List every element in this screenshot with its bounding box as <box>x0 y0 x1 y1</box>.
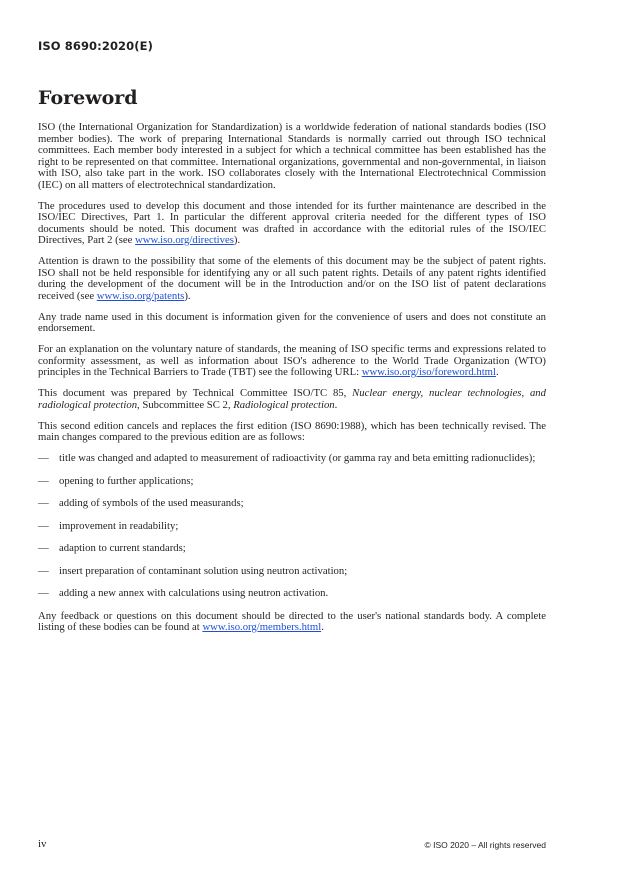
committee-title: Nuclear energy, nuclear technologies, and radiological protection <box>38 387 546 411</box>
list-item-text: opening to further applications; <box>59 474 194 487</box>
list-item <box>38 543 546 555</box>
link-directives[interactable]: www.iso.org/directives <box>135 234 234 246</box>
list-item-text: adaption to current standards; <box>59 542 186 554</box>
paragraph-voluntary-nature <box>38 344 546 379</box>
link-members[interactable]: www.iso.org/members.html <box>202 621 322 633</box>
paragraph-text: ). <box>184 289 191 302</box>
paragraph-text: . <box>334 398 338 411</box>
paragraph-text: This document was prepared by Technical Committee ISO/TC 85, <box>38 387 353 399</box>
subcommittee-title: Radiological protection <box>233 398 335 411</box>
list-item <box>38 521 546 533</box>
paragraph-patents <box>38 256 546 302</box>
dash-bullet: — <box>38 587 49 599</box>
list-item-text: title was changed and adapted to measurement of radioactivity (or gamma ray and beta emitting radionuclides); <box>59 452 536 464</box>
dash-bullet: — <box>38 564 49 577</box>
paragraph-text: , Subcommittee SC 2, <box>137 398 234 411</box>
changes-list <box>38 453 546 600</box>
list-item <box>38 453 546 465</box>
paragraph-edition: This second edition cancels and replaces the first edition (ISO 8690:1988), which has been technically revised. The main changes compared to the previous edition are as follows: <box>38 419 546 443</box>
foreword-body <box>38 122 546 643</box>
paragraph-procedures <box>38 201 546 247</box>
list-item <box>38 566 546 578</box>
copyright-notice: © ISO 2020 – All rights reserved <box>424 840 546 850</box>
list-item <box>38 588 546 600</box>
paragraph-text: For an explanation on the voluntary nature of standards, the meaning of ISO specific terms and expressions related to conformity assessment, as well as information about ISO's adherence to the World Trade Organization (WTO) principles in the Technical Barriers to Trade (TBT) see the following URL: <box>38 343 546 378</box>
paragraph-committee <box>38 388 546 411</box>
list-item-text: adding a new annex with calculations using neutron activation. <box>59 587 329 599</box>
paragraph-feedback <box>38 611 546 634</box>
paragraph-iso-intro: ISO (the International Organization for Standardization) is a worldwide federation of national standards bodies (ISO member bodies). The work of preparing International Standards is normally carried out through ISO technical committees. Each member body interested in a subject for which a technical committee has been established has the right to be represented on that committee. International organizations, governmental and non-governmental, in liaison with ISO, also take part in the work. ISO collaborates closely with the International Electrotechnical Commission (IEC) on all matters of electrotechnical standardization. <box>38 121 546 191</box>
dash-bullet: — <box>38 542 49 554</box>
list-item-text: improvement in readability; <box>59 519 179 532</box>
dash-bullet: — <box>38 519 49 532</box>
paragraph-text: ). <box>233 234 241 246</box>
paragraph-text: . <box>321 621 324 633</box>
list-item-text: insert preparation of contaminant solution using neutron activation; <box>59 564 348 577</box>
paragraph-text: The procedures used to develop this document and those intended for its further maintenance are described in the ISO/IEC Directives, Part 1. In particular the different approval criteria needed for the different types of ISO documents should be noted. This document was drafted in accordance with the editorial rules of the ISO/IEC Directives, Part 2 (see <box>38 199 546 246</box>
paragraph-trade-name: Any trade name used in this document is information given for the convenience of users and does not constitute an endorsement. <box>38 310 546 334</box>
list-item <box>38 476 546 488</box>
page-number: iv <box>38 838 47 850</box>
dash-bullet: — <box>38 452 49 464</box>
document-identifier: ISO 8690:2020(E) <box>38 39 153 53</box>
dash-bullet: — <box>38 474 49 487</box>
list-item <box>38 498 546 510</box>
section-heading: Foreword <box>38 87 138 109</box>
list-item-text: adding of symbols of the used measurands; <box>59 497 244 509</box>
paragraph-text: Any feedback or questions on this document should be directed to the user's national standards body. A complete listing of these bodies can be found at <box>38 609 546 633</box>
paragraph-text: Attention is drawn to the possibility that some of the elements of this document may be the subject of patent rights. ISO shall not be held responsible for identifying any or all such patent rights. Details of any patent rights identified during the development of the document will be in the Introduction and/or on the ISO list of patent declarations received (see <box>38 255 546 302</box>
dash-bullet: — <box>38 497 49 509</box>
paragraph-text: . <box>495 366 499 378</box>
link-patents[interactable]: www.iso.org/patents <box>96 289 185 302</box>
link-foreword[interactable]: www.iso.org/iso/foreword.html <box>361 366 496 378</box>
